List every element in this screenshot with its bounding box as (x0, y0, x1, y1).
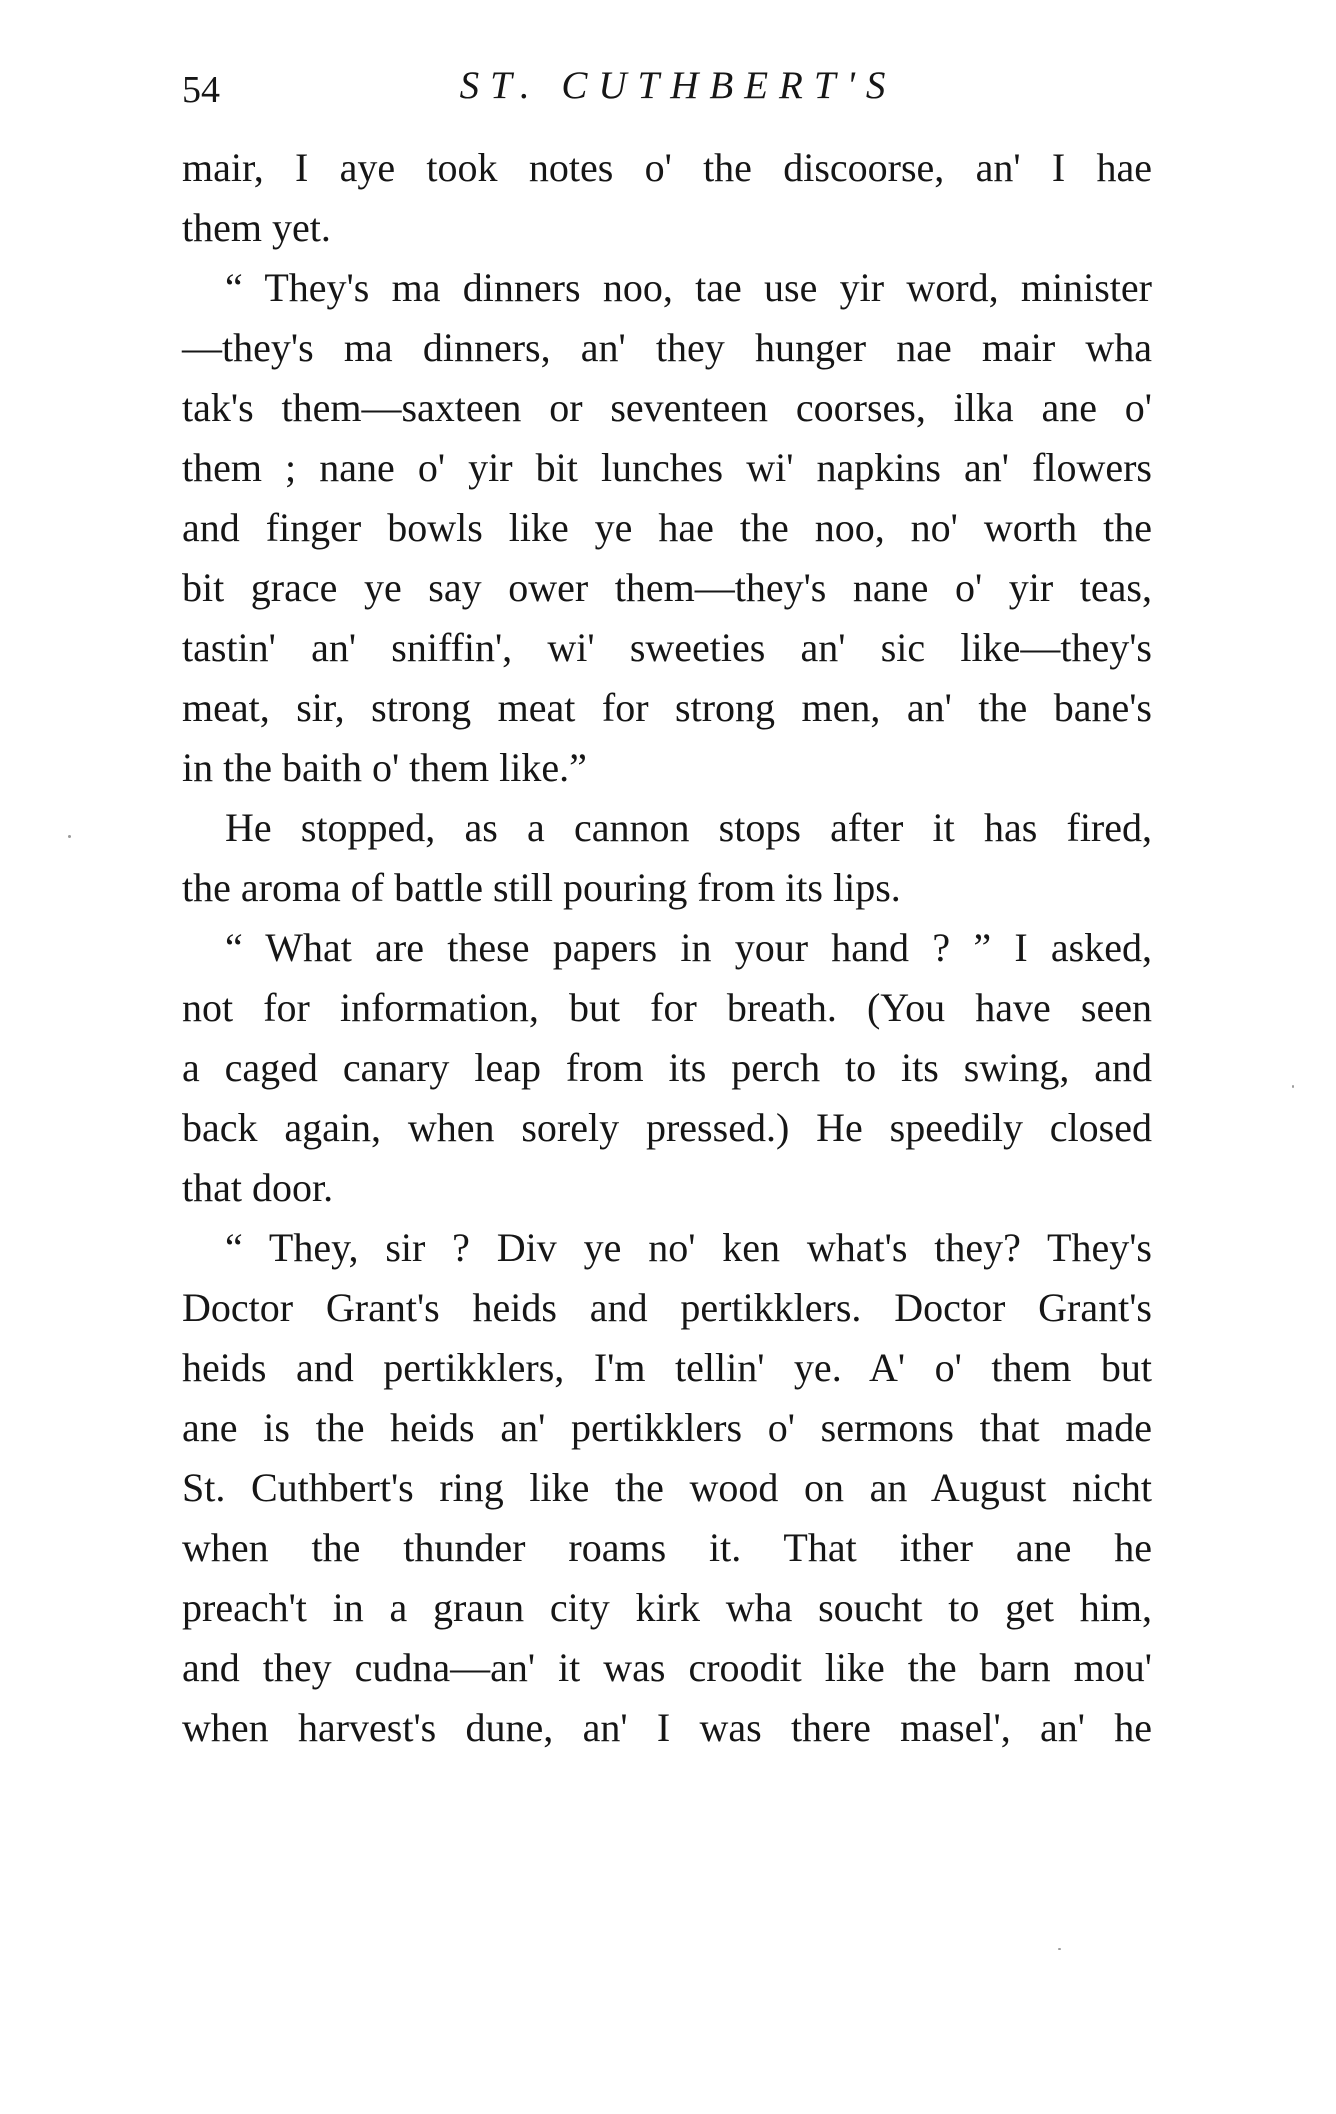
paragraph (182, 798, 1152, 918)
text-line: “ They's ma dinners noo, tae use yir word, minister (225, 265, 1152, 310)
text-line: meat, sir, strong meat for strong men, an' the bane's (182, 685, 1152, 730)
text-line: He stopped, as a cannon stops after it has fired, (225, 805, 1152, 850)
running-title: ST. CUTHBERT'S (459, 64, 897, 107)
text-line: —they's ma dinners, an' they hunger nae mair wha (182, 325, 1152, 370)
text-line: heids and pertikklers, I'm tellin' ye. A' o' them but (182, 1345, 1152, 1390)
text-line: that door. (182, 1165, 334, 1210)
text-line: and finger bowls like ye hae the noo, no' worth the (182, 505, 1152, 550)
text-line: them ; nane o' yir bit lunches wi' napkins an' flowers (182, 445, 1152, 490)
text-line: a caged canary leap from its perch to its swing, and (182, 1045, 1152, 1090)
paragraph (182, 258, 1152, 798)
page-header (182, 62, 1152, 118)
text-line: not for information, but for breath. (You have seen (182, 985, 1152, 1030)
text-line: bit grace ye say ower them—they's nane o' yir teas, (182, 565, 1152, 610)
text-line: St. Cuthbert's ring like the wood on an August nicht (182, 1465, 1152, 1510)
text-line: tak's them—saxteen or seventeen coorses, ilka ane o' (182, 385, 1152, 430)
text-line: preach't in a graun city kirk wha soucht to get him, (182, 1585, 1152, 1630)
text-line: when harvest's dune, an' I was there masel', an' he (182, 1705, 1152, 1750)
body-text (182, 138, 1152, 1758)
text-line: mair, I aye took notes o' the discoorse, an' I hae (182, 145, 1152, 190)
text-line: Doctor Grant's heids and pertikklers. Doctor Grant's (182, 1285, 1152, 1330)
text-line: them yet. (182, 205, 331, 250)
text-line: back again, when sorely pressed.) He speedily closed (182, 1105, 1152, 1150)
paragraph (182, 1218, 1152, 1758)
text-line: “ They, sir ? Div ye no' ken what's they? They's (225, 1225, 1152, 1270)
scan-speck (1058, 1948, 1061, 1950)
page-number: 54 (182, 69, 220, 111)
paragraph (182, 918, 1152, 1218)
paragraph (182, 138, 1152, 258)
text-line: in the baith o' them like.” (182, 745, 587, 790)
text-line: ane is the heids an' pertikklers o' sermons that made (182, 1405, 1152, 1450)
text-line: the aroma of battle still pouring from its lips. (182, 865, 901, 910)
text-line: “ What are these papers in your hand ? ” I asked, (225, 925, 1152, 970)
scan-speck (1292, 1085, 1294, 1088)
scan-speck (68, 835, 71, 838)
text-line: when the thunder roams it. That ither ane he (182, 1525, 1152, 1570)
text-line: and they cudna—an' it was croodit like the barn mou' (182, 1645, 1152, 1690)
text-line: tastin' an' sniffin', wi' sweeties an' sic like—they's (182, 625, 1152, 670)
